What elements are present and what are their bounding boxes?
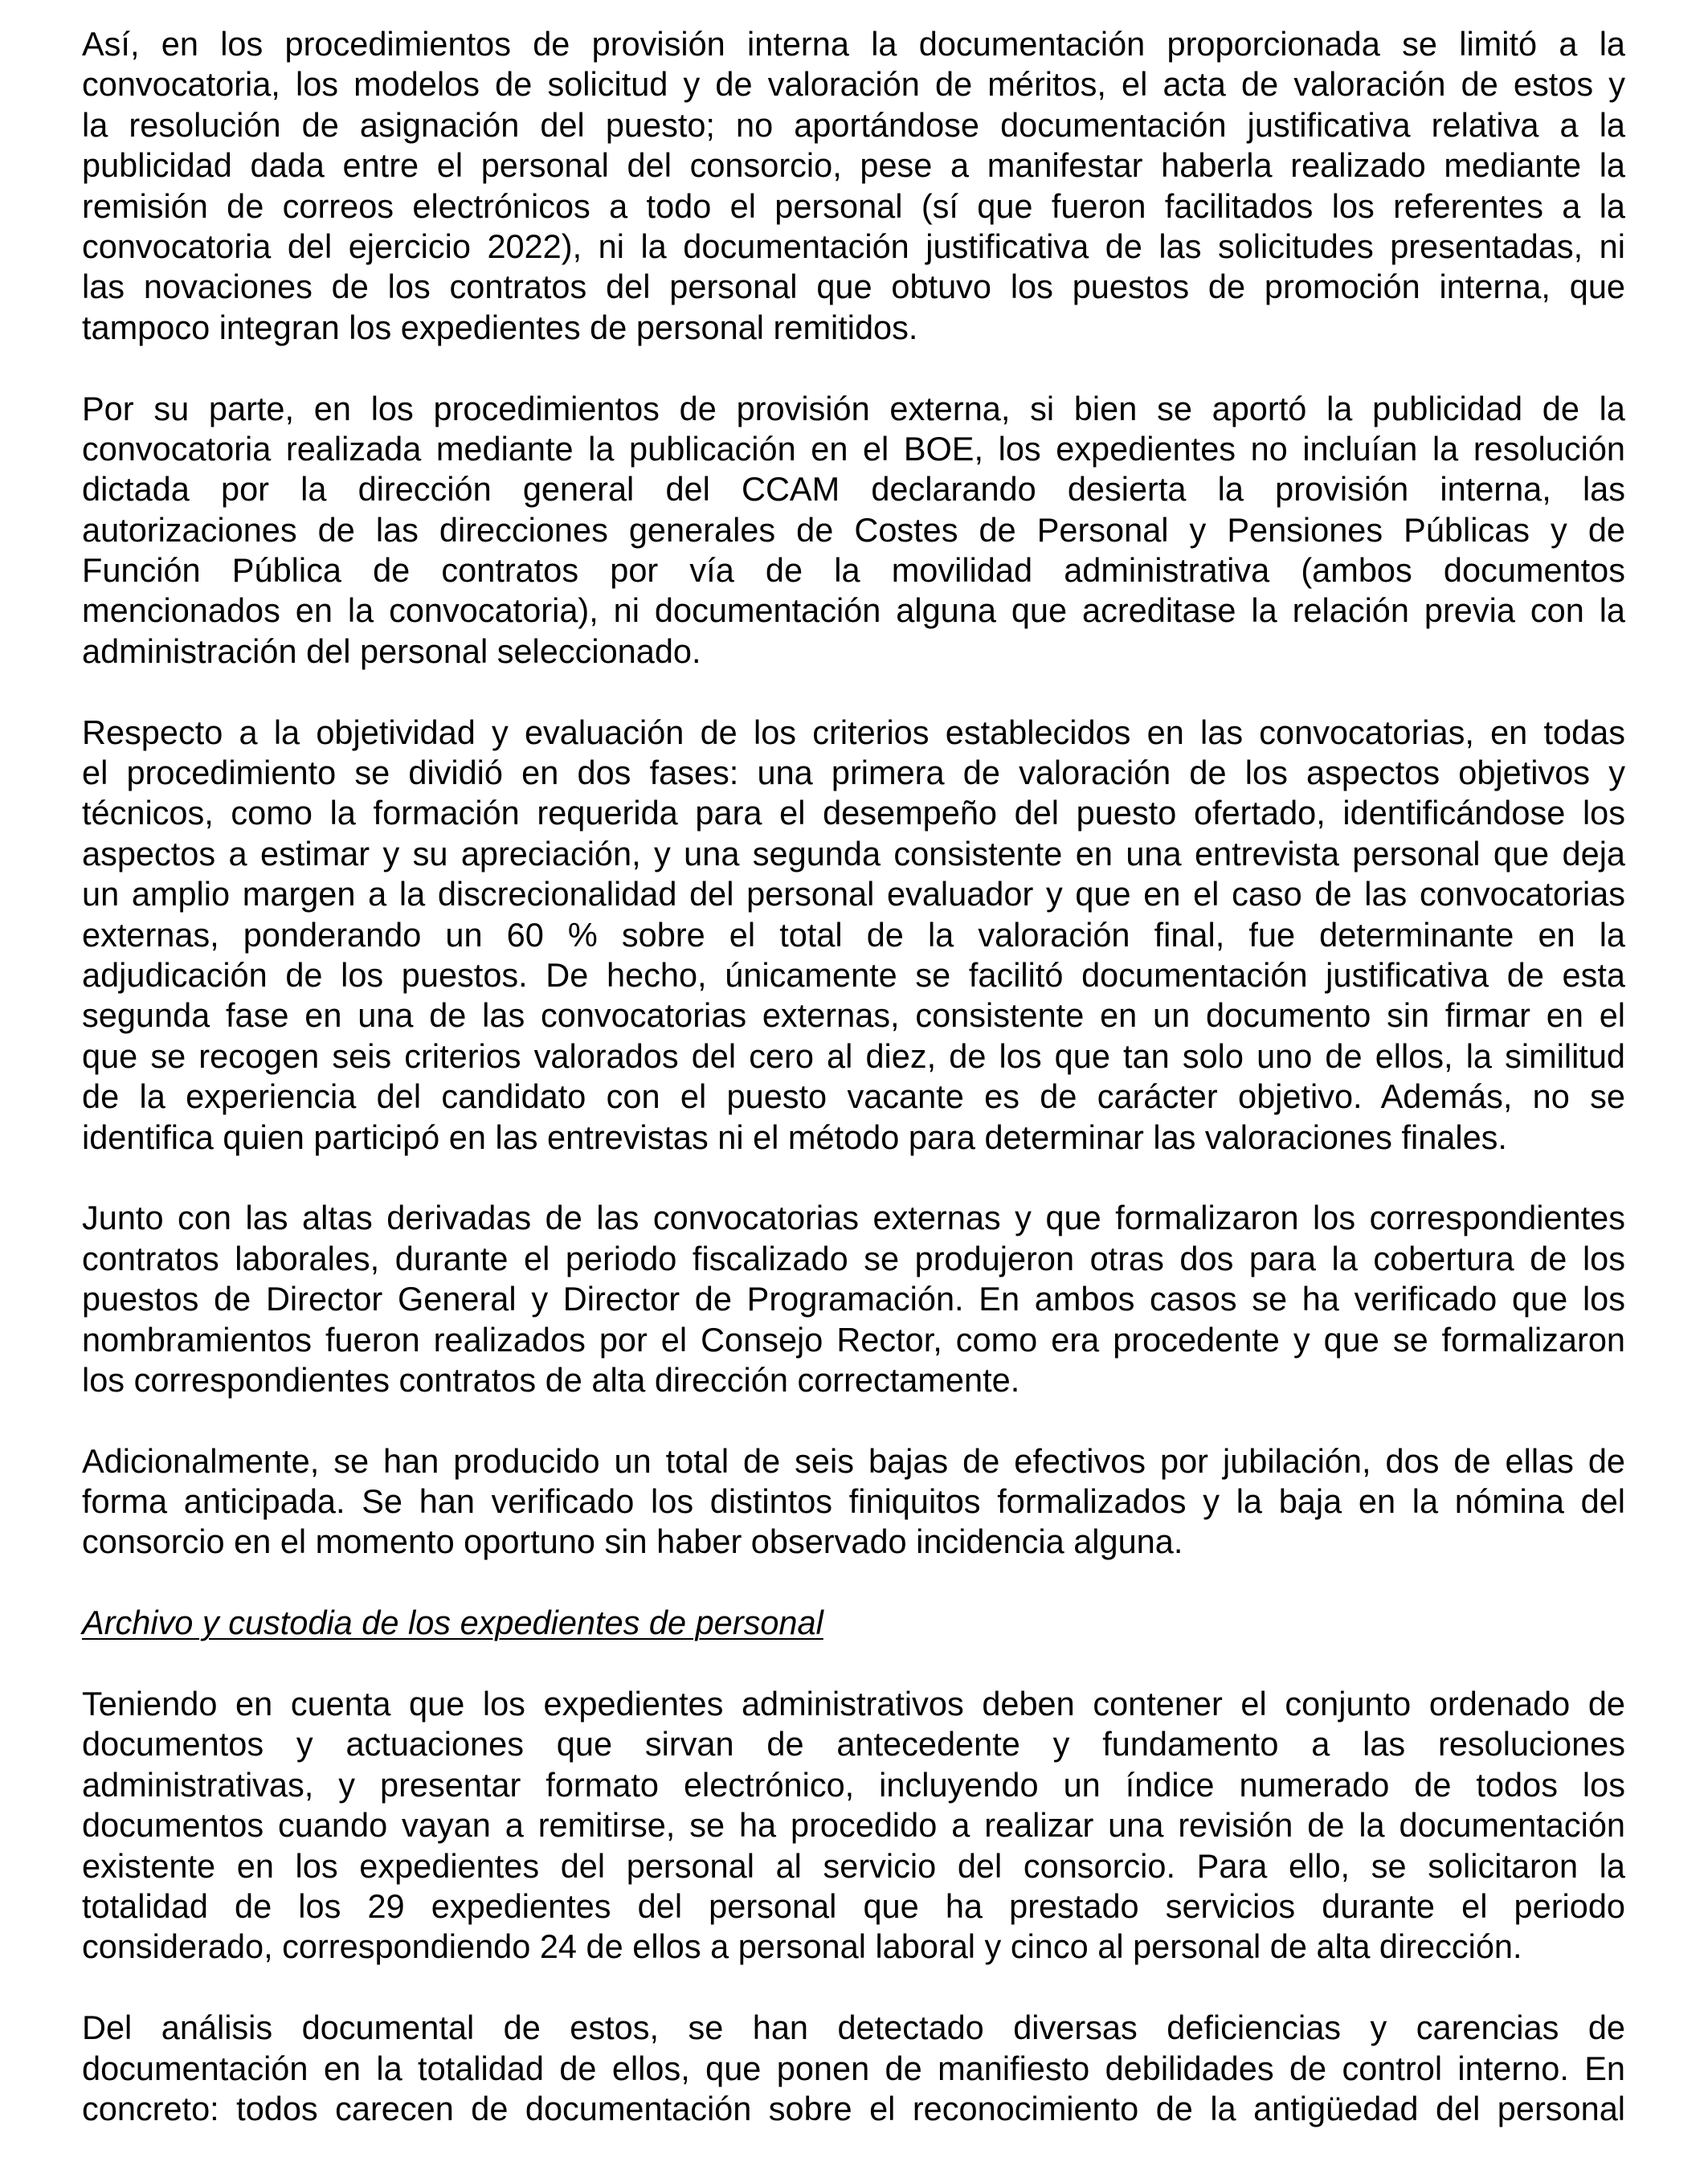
text-line: documentos y actuaciones que sirvan de antecedente y fundamento a las resoluciones — [82, 1725, 1625, 1763]
text-line: Teniendo en cuenta que los expedientes administrativos deben contener el conjunto ordenado de — [82, 1685, 1625, 1723]
text-line: documentos cuando vayan a remitirse, se ha procedido a realizar una revisión de la documentación — [82, 1806, 1625, 1845]
text-line: un amplio margen a la discrecionalidad del personal evaluador y que en el caso de las convocatorias — [82, 875, 1625, 913]
text-line: que se recogen seis criterios valorados del cero al diez, de los que tan solo uno de ellos, la similitud — [82, 1036, 1625, 1075]
text-line: Así, en los procedimientos de provisión interna la documentación proporcionada se limitó a la — [82, 25, 1625, 63]
text-line: contratos laborales, durante el periodo fiscalizado se produjeron otras dos para la cobertura de los — [82, 1239, 1625, 1277]
text-line: Junto con las altas derivadas de las convocatorias externas y que formalizaron los correspondientes — [82, 1199, 1625, 1237]
text-line: existente en los expedientes del personal al servicio del consorcio. Para ello, se solicitaron la — [82, 1846, 1625, 1885]
document-page — [82, 24, 1625, 2170]
text-line: segunda fase en una de las convocatorias externas, consistente en un documento sin firmar en el — [82, 996, 1625, 1035]
text-line: administrativas, y presentar formato electrónico, incluyendo un índice numerado de todos los — [82, 1765, 1625, 1804]
body-text-after-heading — [82, 1684, 1625, 2129]
text-line: nombramientos fueron realizados por el Consejo Rector, como era procedente y que se formalizaron — [82, 1320, 1625, 1359]
text-line: técnicos, como la formación requerida para el desempeño del puesto ofertado, identificándose los — [82, 794, 1625, 832]
text-line: dictada por la dirección general del CCAM declarando desierta la provisión interna, las — [82, 470, 1625, 509]
text-line: Respecto a la objetividad y evaluación de los criterios establecidos en las convocatorias, en todas — [82, 713, 1625, 751]
text-line: documentación en la totalidad de ellos, que ponen de manifiesto debilidades de control interno. En — [82, 2049, 1625, 2087]
paragraph — [82, 1441, 1625, 1563]
text-line: adjudicación de los puestos. De hecho, únicamente se facilitó documentación justificativa de esta — [82, 955, 1625, 994]
text-line: Por su parte, en los procedimientos de provisión externa, si bien se aportó la publicidad de la — [82, 389, 1625, 427]
paragraph — [82, 713, 1625, 1158]
text-line: autorizaciones de las direcciones generales de Costes de Personal y Pensiones Públicas y de — [82, 510, 1625, 549]
text-line: mencionados en la convocatoria), ni documentación alguna que acreditase la relación previa con la — [82, 591, 1625, 630]
text-line: externas, ponderando un 60 % sobre el total de la valoración final, fue determinante en la — [82, 915, 1625, 954]
text-line: consorcio en el momento oportuno sin haber observado incidencia alguna. — [82, 1522, 1183, 1561]
paragraph — [82, 389, 1625, 672]
text-line: tampoco integran los expedientes de personal remitidos. — [82, 308, 918, 346]
text-line: puestos de Director General y Director de Programación. En ambos casos se ha verificado que los — [82, 1280, 1625, 1318]
text-line: la resolución de asignación del puesto; no aportándose documentación justificativa relativa a la — [82, 105, 1625, 144]
body-text-before-heading — [82, 24, 1625, 1563]
text-line: identifica quien participó en las entrevistas ni el método para determinar las valoraciones finales. — [82, 1118, 1507, 1156]
text-line: convocatoria, los modelos de solicitud y de valoración de méritos, el acta de valoración de estos y — [82, 65, 1625, 104]
text-line: aspectos a estimar y su apreciación, y una segunda consistente en una entrevista personal que deja — [82, 834, 1625, 872]
text-line: convocatoria realizada mediante la publicación en el BOE, los expedientes no incluían la resolución — [82, 429, 1625, 468]
text-line: convocatoria del ejercicio 2022), ni la documentación justificativa de las solicitudes presentadas, ni — [82, 227, 1625, 265]
paragraph — [82, 24, 1625, 348]
section-heading: Archivo y custodia de los expedientes de personal — [82, 1604, 823, 1642]
text-line: las novaciones de los contratos del personal que obtuvo los puestos de promoción interna, que — [82, 268, 1625, 306]
text-line: totalidad de los 29 expedientes del personal que ha prestado servicios durante el periodo — [82, 1886, 1625, 1925]
text-line: considerado, correspondiendo 24 de ellos a personal laboral y cinco al personal de alta dirección. — [82, 1927, 1522, 1966]
text-line: forma anticipada. Se han verificado los distintos finiquitos formalizados y la baja en la nómina del — [82, 1482, 1625, 1521]
text-line: el procedimiento se dividió en dos fases: una primera de valoración de los aspectos objetivos y — [82, 754, 1625, 792]
text-line: concreto: todos carecen de documentación sobre el reconocimiento de la antigüedad del personal — [82, 2089, 1625, 2127]
paragraph — [82, 1198, 1625, 1400]
text-line: publicidad dada entre el personal del consorcio, pese a manifestar haberla realizado mediante la — [82, 146, 1625, 185]
text-line: administración del personal seleccionado. — [82, 631, 701, 670]
text-line: de la experiencia del candidato con el puesto vacante es de carácter objetivo. Además, no se — [82, 1077, 1625, 1116]
text-line: Adicionalmente, se han producido un total de seis bajas de efectivos por jubilación, dos de ellas de — [82, 1441, 1625, 1480]
paragraph — [82, 1684, 1625, 1968]
text-line: remisión de correos electrónicos a todo el personal (sí que fueron facilitados los referentes a la — [82, 186, 1625, 225]
paragraph — [82, 2008, 1625, 2129]
text-line: Del análisis documental de estos, se han detectado diversas deficiencias y carencias de — [82, 2009, 1625, 2047]
text-line: Función Pública de contratos por vía de la movilidad administrativa (ambos documentos — [82, 551, 1625, 590]
text-line: los correspondientes contratos de alta dirección correctamente. — [82, 1360, 1020, 1399]
